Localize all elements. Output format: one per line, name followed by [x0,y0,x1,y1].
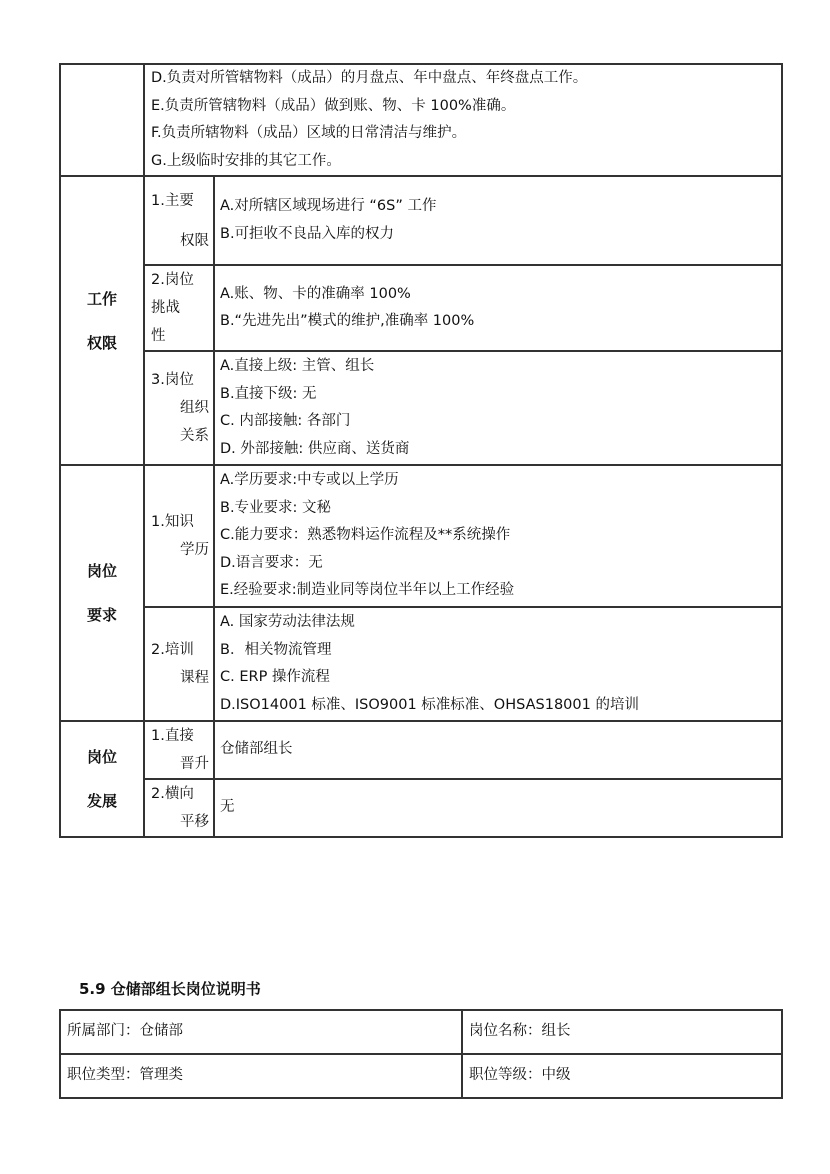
section-title: 5.9 仓储部组长岗位说明书 [79,980,261,998]
sub-label-training: 2.培训 课程 [144,607,214,721]
duty-line: G.上级临时安排的其它工作。 [151,152,341,169]
requirements-row-2 [60,607,782,721]
position-name-cell: 岗位名称：组长 [462,1010,782,1054]
organization-content: A.直接上级: 主管、组长 B.直接下级: 无 C. 内部接触: 各部门 D. 外部接触: 供应商、送货商 [214,351,782,465]
sub-label-knowledge: 1.知识 学历 [144,465,214,607]
requirements-row-1 [60,465,782,607]
department-cell: 所属部门：仓储部 [60,1010,462,1054]
position-level-cell: 职位等级：中级 [462,1054,782,1098]
sub-label-promotion: 1.直接 晋升 [144,721,214,779]
duty-line: D.负责对所管辖物料（成品）的月盘点、年中盘点、年终盘点工作。 [151,70,588,86]
promotion-content: 仓储部组长 [214,721,782,779]
authority-row-3 [60,351,782,465]
knowledge-content: A.学历要求:中专或以上学历 B.专业要求: 文秘 C.能力要求：熟悉物料运作流程及**系统操作 D.语言要求：无 E.经验要求:制造业同等岗位半年以上工作经验 [214,465,782,607]
development-row-2 [60,779,782,837]
duty-line: F.负责所辖物料（成品）区域的日常清洁与维护。 [151,125,467,141]
info-row-2 [60,1054,782,1098]
main-authority-content: A.对所辖区域现场进行 “6S” 工作 B.可拒收不良品入库的权力 [214,176,782,265]
work-authority-label: 工作 权限 [60,176,144,465]
duty-line: E.负责所管辖物料（成品）做到账、物、卡 100%准确。 [151,97,516,114]
duties-continuation-row [60,64,782,176]
sub-label-challenge: 2.岗位 挑战 性 [144,265,214,351]
info-row-1 [60,1010,782,1054]
sub-label-main-authority: 1.主要 权限 [144,176,214,265]
position-development-label: 岗位 发展 [60,721,144,837]
sub-label-lateral: 2.横向 平移 [144,779,214,837]
sub-label-organization: 3.岗位 组织 关系 [144,351,214,465]
lateral-content: 无 [214,779,782,837]
development-row-1 [60,721,782,779]
job-description-table [59,63,783,838]
position-type-cell: 职位类型：管理类 [60,1054,462,1098]
authority-row-1 [60,176,782,265]
challenge-content: A.账、物、卡的准确率 100% B.“先进先出”模式的维护,准确率 100% [214,265,782,351]
position-requirements-label: 岗位 要求 [60,465,144,721]
training-content: A. 国家劳动法律法规 B．相关物流管理 C. ERP 操作流程 D.ISO14001 标准、ISO9001 标准标准、OHSAS18001 的培训 [214,607,782,721]
duties-cell [144,64,782,176]
authority-row-2 [60,265,782,351]
empty-label-cell [60,64,144,176]
position-info-table [59,1009,783,1099]
